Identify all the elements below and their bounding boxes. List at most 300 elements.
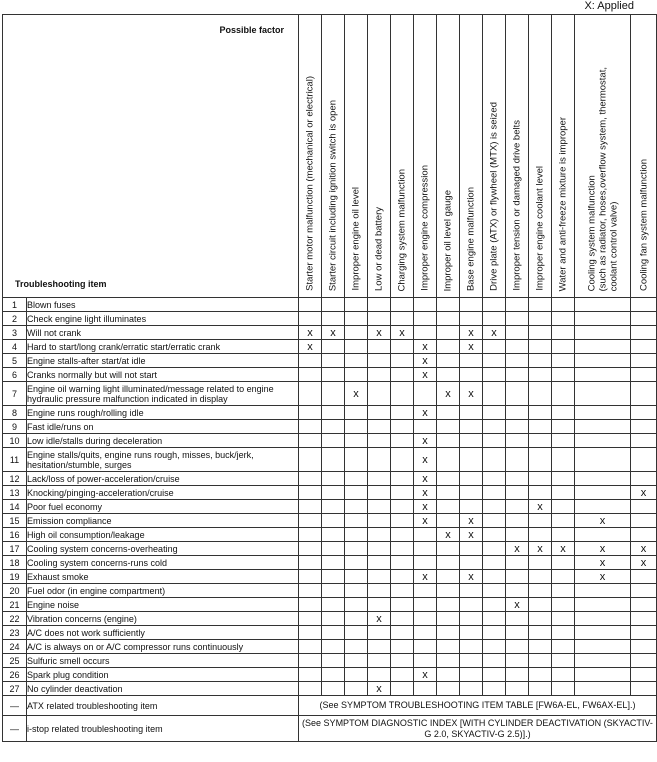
factor-header <box>391 15 414 298</box>
factor-label: Starter circuit including ignition switch is open <box>327 99 339 291</box>
factor-cell <box>552 682 575 696</box>
row-number: 16 <box>3 528 27 542</box>
factor-cell <box>552 626 575 640</box>
factor-cell <box>575 640 631 654</box>
factor-cell <box>575 434 631 448</box>
factor-cell <box>299 598 322 612</box>
factor-cell <box>345 584 368 598</box>
applied-mark: x <box>552 542 575 556</box>
factor-cell <box>322 528 345 542</box>
factor-cell <box>483 570 506 584</box>
factor-cell <box>437 640 460 654</box>
factor-label: Improper engine coolant level <box>534 166 546 291</box>
factor-cell <box>345 448 368 472</box>
factor-label: Starter motor malfunction (mechanical or electrical) <box>304 76 316 291</box>
factor-cell <box>575 612 631 626</box>
factor-cell <box>391 368 414 382</box>
factor-cell <box>506 654 529 668</box>
factor-cell <box>437 326 460 340</box>
factor-cell <box>414 528 437 542</box>
factor-cell <box>631 598 657 612</box>
applied-mark: x <box>460 382 483 406</box>
table-row <box>3 682 657 696</box>
factor-cell <box>368 570 391 584</box>
factor-cell <box>368 542 391 556</box>
factor-cell <box>575 500 631 514</box>
factor-header <box>483 15 506 298</box>
reference-link: (See SYMPTOM TROUBLESHOOTING ITEM TABLE [FW6A-EL, FW6AX-EL].) <box>299 696 657 716</box>
row-number: 8 <box>3 406 27 420</box>
factor-cell <box>322 368 345 382</box>
factor-cell <box>460 298 483 312</box>
troubleshooting-item: Vibration concerns (engine) <box>27 612 299 626</box>
factor-cell <box>529 584 552 598</box>
factor-cell <box>391 420 414 434</box>
factor-cell <box>552 528 575 542</box>
factor-header <box>460 15 483 298</box>
troubleshooting-item: Engine stalls-after start/at idle <box>27 354 299 368</box>
factor-cell <box>345 500 368 514</box>
factor-cell <box>345 668 368 682</box>
row-number: 9 <box>3 420 27 434</box>
troubleshooting-item-label: Troubleshooting item <box>15 279 107 289</box>
row-number: 1 <box>3 298 27 312</box>
factor-cell <box>391 542 414 556</box>
table-row <box>3 472 657 486</box>
row-number: 14 <box>3 500 27 514</box>
factor-header <box>575 15 631 298</box>
factor-cell <box>631 312 657 326</box>
factor-cell <box>552 668 575 682</box>
factor-cell <box>345 640 368 654</box>
factor-cell <box>322 448 345 472</box>
factor-cell <box>345 612 368 626</box>
troubleshooting-table <box>2 14 657 742</box>
factor-cell <box>575 368 631 382</box>
table-row <box>3 434 657 448</box>
factor-cell <box>391 528 414 542</box>
factor-cell <box>529 626 552 640</box>
applied-mark: x <box>506 542 529 556</box>
factor-cell <box>529 368 552 382</box>
factor-cell <box>437 682 460 696</box>
factor-cell <box>391 598 414 612</box>
factor-cell <box>368 448 391 472</box>
factor-cell <box>299 556 322 570</box>
troubleshooting-item: No cylinder deactivation <box>27 682 299 696</box>
factor-cell <box>552 434 575 448</box>
factor-cell <box>391 472 414 486</box>
factor-cell <box>631 472 657 486</box>
factor-cell <box>368 298 391 312</box>
factor-cell <box>506 420 529 434</box>
factor-cell <box>483 640 506 654</box>
factor-cell <box>552 340 575 354</box>
applied-mark: x <box>460 340 483 354</box>
factor-cell <box>529 434 552 448</box>
factor-cell <box>391 486 414 500</box>
factor-cell <box>299 382 322 406</box>
factor-cell <box>575 626 631 640</box>
factor-cell <box>322 612 345 626</box>
reference-row <box>3 716 657 742</box>
table-row <box>3 500 657 514</box>
factor-cell <box>529 682 552 696</box>
possible-factor-label: Possible factor <box>219 25 284 35</box>
factor-cell <box>299 514 322 528</box>
table-row <box>3 406 657 420</box>
table-row <box>3 542 657 556</box>
factor-cell <box>322 584 345 598</box>
factor-cell <box>631 668 657 682</box>
troubleshooting-item: Lack/loss of power-acceleration/cruise <box>27 472 299 486</box>
row-number: 27 <box>3 682 27 696</box>
applied-mark: x <box>460 326 483 340</box>
factor-cell <box>345 486 368 500</box>
applied-mark: x <box>575 542 631 556</box>
row-number: 7 <box>3 382 27 406</box>
factor-cell <box>299 448 322 472</box>
factor-cell <box>437 626 460 640</box>
factor-cell <box>483 654 506 668</box>
troubleshooting-item: Check engine light illuminates <box>27 312 299 326</box>
troubleshooting-item: Cranks normally but will not start <box>27 368 299 382</box>
factor-cell <box>506 368 529 382</box>
applied-mark: x <box>414 434 437 448</box>
row-number: 20 <box>3 584 27 598</box>
factor-cell <box>345 598 368 612</box>
factor-header <box>322 15 345 298</box>
factor-cell <box>552 654 575 668</box>
applied-mark: x <box>299 326 322 340</box>
row-number: 15 <box>3 514 27 528</box>
factor-cell <box>391 556 414 570</box>
factor-cell <box>529 528 552 542</box>
factor-cell <box>345 528 368 542</box>
factor-cell <box>322 382 345 406</box>
applied-mark: x <box>575 570 631 584</box>
factor-cell <box>460 626 483 640</box>
factor-cell <box>506 448 529 472</box>
factor-cell <box>414 312 437 326</box>
factor-cell <box>529 668 552 682</box>
factor-cell <box>631 326 657 340</box>
factor-cell <box>483 434 506 448</box>
reference-link: (See SYMPTOM DIAGNOSTIC INDEX [WITH CYLINDER DEACTIVATION (SKYACTIV-G 2.0, SKYACTIV-G 2.5)].) <box>299 716 657 742</box>
applied-mark: x <box>414 472 437 486</box>
factor-cell <box>414 598 437 612</box>
factor-cell <box>368 312 391 326</box>
factor-cell <box>345 682 368 696</box>
factor-cell <box>368 382 391 406</box>
factor-cell <box>529 448 552 472</box>
applied-mark: x <box>529 500 552 514</box>
factor-cell <box>631 514 657 528</box>
factor-cell <box>414 682 437 696</box>
factor-cell <box>483 528 506 542</box>
factor-cell <box>391 448 414 472</box>
applied-mark: x <box>414 368 437 382</box>
factor-cell <box>631 528 657 542</box>
table-row <box>3 556 657 570</box>
table-row <box>3 354 657 368</box>
table-row <box>3 312 657 326</box>
factor-cell <box>483 486 506 500</box>
factor-cell <box>575 326 631 340</box>
factor-cell <box>368 598 391 612</box>
factor-cell <box>437 514 460 528</box>
applied-mark: x <box>506 598 529 612</box>
factor-cell <box>631 654 657 668</box>
applied-mark: x <box>575 514 631 528</box>
row-number: 23 <box>3 626 27 640</box>
row-number: 12 <box>3 472 27 486</box>
factor-cell <box>552 420 575 434</box>
factor-cell <box>414 542 437 556</box>
applied-mark: x <box>437 528 460 542</box>
factor-cell <box>437 472 460 486</box>
factor-cell <box>483 668 506 682</box>
factor-cell <box>299 640 322 654</box>
troubleshooting-item: ATX related troubleshooting item <box>27 696 299 716</box>
applied-mark: x <box>460 528 483 542</box>
factor-cell <box>368 420 391 434</box>
factor-cell <box>506 668 529 682</box>
row-number: 4 <box>3 340 27 354</box>
troubleshooting-item: Sulfuric smell occurs <box>27 654 299 668</box>
troubleshooting-item: Spark plug condition <box>27 668 299 682</box>
factor-label: Drive plate (ATX) or flywheel (MTX) is seized <box>488 102 500 291</box>
factor-label: Improper tension or damaged drive belts <box>511 120 523 291</box>
factor-cell <box>391 354 414 368</box>
factor-cell <box>460 354 483 368</box>
factor-cell <box>345 298 368 312</box>
factor-label: Improper oil level gauge <box>442 189 454 291</box>
factor-label: Charging system malfunction <box>396 168 408 291</box>
factor-cell <box>322 420 345 434</box>
factor-cell <box>631 382 657 406</box>
factor-cell <box>414 420 437 434</box>
factor-cell <box>391 654 414 668</box>
factor-cell <box>345 368 368 382</box>
factor-cell <box>345 556 368 570</box>
factor-cell <box>322 570 345 584</box>
factor-cell <box>299 406 322 420</box>
factor-cell <box>552 612 575 626</box>
factor-cell <box>322 354 345 368</box>
factor-cell <box>322 472 345 486</box>
factor-cell <box>631 354 657 368</box>
factor-cell <box>552 584 575 598</box>
factor-cell <box>460 640 483 654</box>
applied-mark: x <box>529 542 552 556</box>
factor-cell <box>483 420 506 434</box>
factor-cell <box>299 420 322 434</box>
factor-cell <box>506 528 529 542</box>
factor-cell <box>345 472 368 486</box>
troubleshooting-item: A/C is always on or A/C compressor runs continuously <box>27 640 299 654</box>
applied-mark: x <box>460 514 483 528</box>
factor-cell <box>483 354 506 368</box>
row-number: 17 <box>3 542 27 556</box>
factor-cell <box>529 472 552 486</box>
row-number: 25 <box>3 654 27 668</box>
applied-mark: x <box>483 326 506 340</box>
troubleshooting-item: Emission compliance <box>27 514 299 528</box>
factor-header <box>631 15 657 298</box>
factor-cell <box>345 570 368 584</box>
factor-cell <box>552 368 575 382</box>
factor-cell <box>460 682 483 696</box>
factor-cell <box>299 626 322 640</box>
applied-mark: x <box>414 486 437 500</box>
factor-cell <box>299 354 322 368</box>
factor-cell <box>552 486 575 500</box>
applied-mark: x <box>414 514 437 528</box>
factor-cell <box>391 434 414 448</box>
factor-cell <box>575 668 631 682</box>
troubleshooting-item: Blown fuses <box>27 298 299 312</box>
factor-label: Improper engine oil level <box>350 187 362 291</box>
factor-cell <box>322 406 345 420</box>
factor-cell <box>529 420 552 434</box>
troubleshooting-item: Will not crank <box>27 326 299 340</box>
factor-cell <box>368 434 391 448</box>
factor-cell <box>631 406 657 420</box>
factor-cell <box>483 368 506 382</box>
applied-legend: X: Applied <box>584 0 634 12</box>
factor-cell <box>345 326 368 340</box>
factor-cell <box>460 312 483 326</box>
troubleshooting-item: i-stop related troubleshooting item <box>27 716 299 742</box>
factor-cell <box>506 340 529 354</box>
factor-cell <box>575 312 631 326</box>
row-number: 21 <box>3 598 27 612</box>
factor-cell <box>322 542 345 556</box>
factor-cell <box>483 298 506 312</box>
factor-cell <box>322 514 345 528</box>
factor-cell <box>506 406 529 420</box>
troubleshooting-item: Fast idle/runs on <box>27 420 299 434</box>
factor-cell <box>414 626 437 640</box>
factor-cell <box>631 584 657 598</box>
row-number: 13 <box>3 486 27 500</box>
factor-cell <box>391 312 414 326</box>
factor-cell <box>299 486 322 500</box>
factor-cell <box>460 420 483 434</box>
factor-cell <box>437 612 460 626</box>
factor-cell <box>460 542 483 556</box>
factor-cell <box>368 406 391 420</box>
factor-cell <box>299 612 322 626</box>
factor-cell <box>437 354 460 368</box>
factor-cell <box>345 654 368 668</box>
factor-cell <box>529 382 552 406</box>
troubleshooting-item: Knocking/pinging-acceleration/cruise <box>27 486 299 500</box>
factor-cell <box>575 682 631 696</box>
factor-cell <box>414 640 437 654</box>
factor-cell <box>391 570 414 584</box>
factor-cell <box>437 298 460 312</box>
factor-cell <box>299 654 322 668</box>
applied-mark: x <box>631 542 657 556</box>
factor-cell <box>299 312 322 326</box>
factor-cell <box>575 584 631 598</box>
factor-cell <box>552 514 575 528</box>
factor-cell <box>322 298 345 312</box>
factor-cell <box>322 626 345 640</box>
factor-cell <box>368 340 391 354</box>
factor-cell <box>506 640 529 654</box>
row-number: — <box>3 696 27 716</box>
factor-cell <box>345 514 368 528</box>
applied-mark: x <box>575 556 631 570</box>
factor-cell <box>575 354 631 368</box>
factor-header <box>368 15 391 298</box>
factor-cell <box>368 626 391 640</box>
factor-cell <box>460 654 483 668</box>
factor-header <box>345 15 368 298</box>
factor-cell <box>529 640 552 654</box>
factor-cell <box>529 598 552 612</box>
table-body <box>3 298 657 742</box>
factor-cell <box>345 354 368 368</box>
table-row <box>3 368 657 382</box>
factor-cell <box>299 570 322 584</box>
factor-cell <box>345 406 368 420</box>
factor-cell <box>529 514 552 528</box>
factor-cell <box>368 354 391 368</box>
factor-cell <box>483 556 506 570</box>
factor-cell <box>414 556 437 570</box>
factor-cell <box>575 406 631 420</box>
row-number: 19 <box>3 570 27 584</box>
factor-cell <box>552 326 575 340</box>
factor-cell <box>483 406 506 420</box>
table-row <box>3 340 657 354</box>
factor-cell <box>299 434 322 448</box>
factor-cell <box>506 434 529 448</box>
corner-header <box>3 15 299 298</box>
factor-cell <box>322 500 345 514</box>
factor-cell <box>552 382 575 406</box>
applied-mark: x <box>368 682 391 696</box>
factor-cell <box>368 654 391 668</box>
applied-mark: x <box>391 326 414 340</box>
factor-cell <box>631 626 657 640</box>
factor-cell <box>437 340 460 354</box>
factor-cell <box>460 556 483 570</box>
factor-cell <box>575 298 631 312</box>
factor-cell <box>506 612 529 626</box>
factor-label: Base engine malfunction <box>465 186 477 291</box>
factor-cell <box>414 382 437 406</box>
factor-cell <box>391 298 414 312</box>
troubleshooting-item: Exhaust smoke <box>27 570 299 584</box>
factor-cell <box>483 500 506 514</box>
table-row <box>3 326 657 340</box>
factor-cell <box>460 406 483 420</box>
header-row <box>3 15 657 298</box>
factor-cell <box>322 312 345 326</box>
table-row <box>3 626 657 640</box>
factor-cell <box>483 312 506 326</box>
factor-cell <box>575 340 631 354</box>
factor-cell <box>631 434 657 448</box>
factor-cell <box>529 340 552 354</box>
table-row <box>3 598 657 612</box>
table-row <box>3 612 657 626</box>
